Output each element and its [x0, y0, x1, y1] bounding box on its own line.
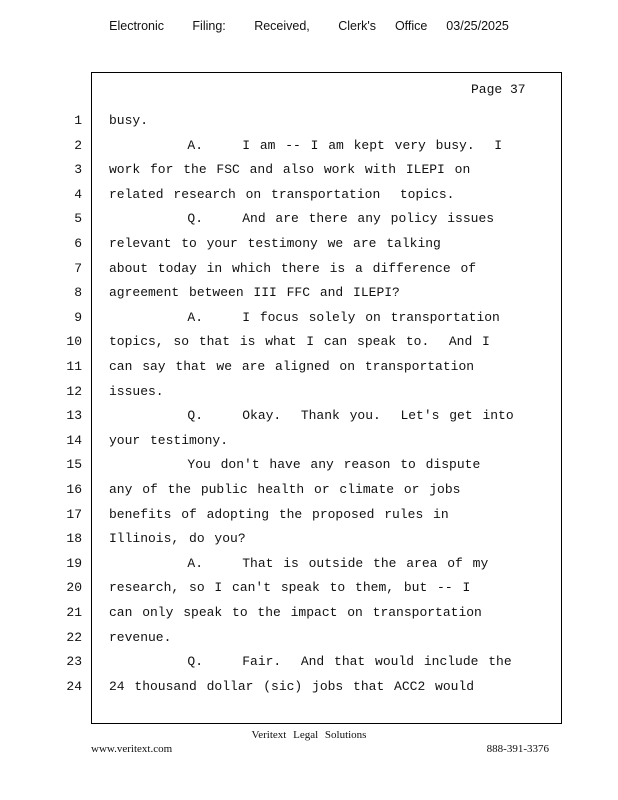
- transcript-line-text: agreement between III FFC and ILEPI?: [109, 285, 400, 300]
- line-number: 2: [74, 138, 82, 153]
- footer-company: Veritext Legal Solutions: [251, 729, 367, 741]
- line-number: 3: [74, 162, 82, 177]
- line-number: 13: [66, 408, 82, 423]
- line-number: 7: [74, 261, 82, 276]
- line-number: 23: [66, 654, 82, 669]
- line-number: 8: [74, 285, 82, 300]
- line-number: 5: [74, 211, 82, 226]
- line-number: 9: [74, 310, 82, 325]
- transcript-line-text: Illinois, do you?: [109, 531, 246, 546]
- transcript-line-text: Q. And are there any policy issues: [109, 211, 495, 226]
- transcript-line-text: issues.: [109, 384, 164, 399]
- transcript-line-text: your testimony.: [109, 433, 229, 448]
- line-number: 6: [74, 236, 82, 251]
- footer-phone: 888-391-3376: [486, 743, 549, 755]
- transcript-line-text: topics, so that is what I can speak to. And I: [109, 334, 490, 349]
- transcript-line-text: benefits of adopting the proposed rules in: [109, 507, 449, 522]
- transcript-line-text: can only speak to the impact on transportation: [109, 605, 482, 620]
- transcript-line-text: A. That is outside the area of my: [109, 556, 489, 571]
- line-number: 16: [66, 482, 82, 497]
- transcript-line-text: research, so I can't speak to them, but -- I: [109, 580, 471, 595]
- transcript-line-text: Q. Fair. And that would include the: [109, 654, 512, 669]
- footer-website: www.veritext.com: [91, 743, 173, 755]
- filing-stamp-header: Electronic Filing: Received, Clerk's Office 03/25/2025: [109, 19, 509, 33]
- line-number: 12: [66, 384, 82, 399]
- line-number: 21: [66, 605, 82, 620]
- transcript-line-text: any of the public health or climate or jobs: [109, 482, 461, 497]
- line-number: 20: [66, 580, 82, 595]
- transcript-line-text: Q. Okay. Thank you. Let's get into: [109, 408, 514, 423]
- line-number: 14: [66, 433, 82, 448]
- transcript-line-text: can say that we are aligned on transportation: [109, 359, 475, 374]
- transcript-line-text: You don't have any reason to dispute: [109, 457, 481, 472]
- transcript-line-text: busy.: [109, 113, 149, 128]
- line-number: 10: [66, 334, 82, 349]
- page-number: Page 37: [471, 82, 526, 97]
- transcript-line-text: about today in which there is a difference of: [109, 261, 477, 276]
- transcript-line-text: work for the FSC and also work with ILEPI on: [109, 162, 471, 177]
- line-number: 18: [66, 531, 82, 546]
- line-number: 1: [74, 113, 82, 128]
- line-number: 19: [66, 556, 82, 571]
- transcript-line-text: related research on transportation topics.: [109, 187, 455, 202]
- line-number: 15: [66, 457, 82, 472]
- line-number: 4: [74, 187, 82, 202]
- transcript-line-text: relevant to your testimony we are talking: [109, 236, 441, 251]
- line-number: 17: [66, 507, 82, 522]
- line-number: 24: [66, 679, 82, 694]
- transcript-line-text: A. I focus solely on transportation: [109, 310, 500, 325]
- transcript-line-text: A. I am -- I am kept very busy. I: [109, 138, 503, 153]
- line-number: 22: [66, 630, 82, 645]
- transcript-line-text: revenue.: [109, 630, 172, 645]
- transcript-line-text: 24 thousand dollar (sic) jobs that ACC2 would: [109, 679, 475, 694]
- line-number: 11: [66, 359, 82, 374]
